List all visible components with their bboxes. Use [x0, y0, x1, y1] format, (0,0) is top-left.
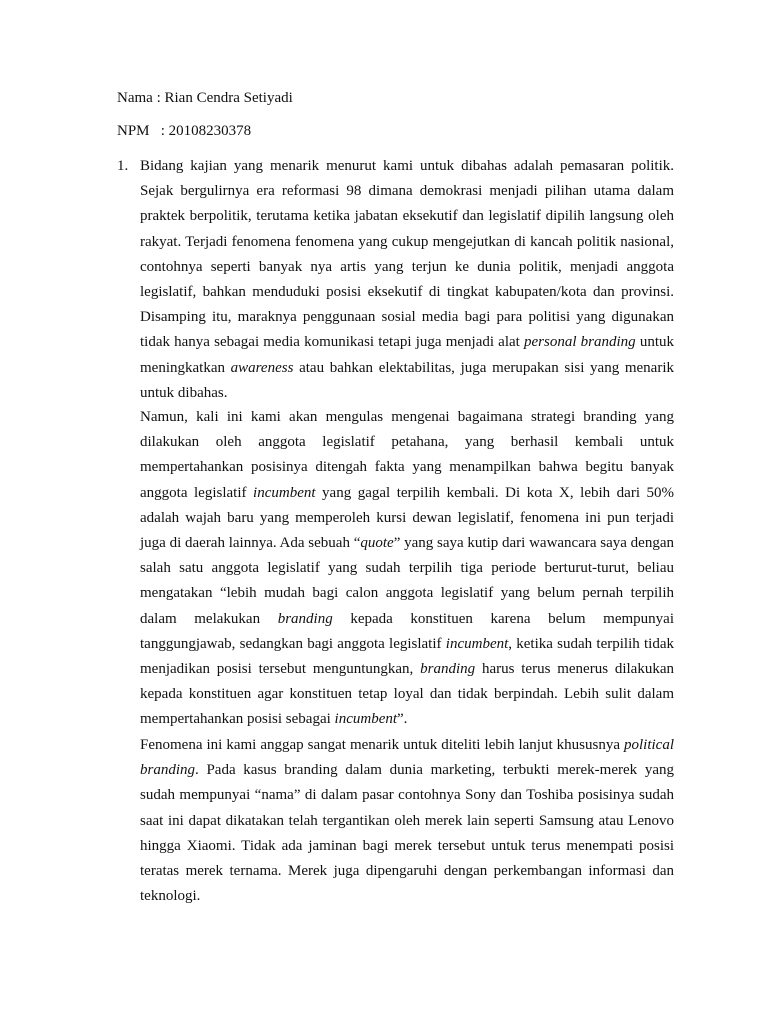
italic-term: incumbent: [253, 484, 316, 501]
list-number: 1.: [117, 158, 129, 174]
text-segment: Bidang kajian yang menarik menurut kami untuk dibahas adalah pemasaran politik. Sejak bergulirnya era reformasi 98 dimana demokrasi menjadi pilihan utama dalam praktek berpolitik, terutama ketika jabatan eksekutif dan legislatif dipilih langsung oleh rakyat. Terjadi fenomena fenomena yang cukup mengejutkan di kancah politik nasional, contohnya seperti banyak nya artis yang terjun ke dunia politik, menjadi anggota legislatif, bahkan menduduki posisi eksekutif di tingkat kabupaten/kota dan provinsi. Disamping itu, maraknya penggunaan sosial media bagi para politisi yang digunakan tidak hanya sebagai media komunikasi tetapi juga menjadi alat: [140, 158, 674, 351]
text-segment: harus terus menerus dilakukan kepada konstituen agar konstituen tetap loyal dan tidak berpindah. Lebih sulit dalam mempertahankan posisi sebagai: [140, 661, 674, 728]
italic-term: branding: [277, 610, 333, 627]
paragraph-1: [140, 154, 674, 406]
italic-term: political branding: [140, 737, 674, 779]
italic-term: incumbent: [334, 711, 398, 728]
italic-term: personal branding: [524, 334, 636, 351]
italic-term: branding: [420, 661, 476, 678]
student-npm-line: NPM : 20108230378: [117, 123, 252, 139]
italic-term: awareness: [230, 359, 294, 376]
italic-term: incumbent: [445, 635, 509, 652]
text-segment: atau bahkan elektabilitas, juga merupakan sisi yang menarik untuk dibahas.: [140, 359, 674, 401]
text-segment: . Pada kasus branding dalam dunia marketing, terbukti merek-merek yang sudah mempunyai “nama” di dalam pasar contohnya Sony dan Toshiba posisinya sudah saat ini dapat dikatakan telah tergantikan oleh merek lain seperti Samsung atau Lenovo hingga Xiaomi. Tidak ada jaminan bagi merek tersebut untuk terus menempati posisi teratas merek ternama. Merek juga dipengaruhi dengan perkembangan informasi dan teknologi.: [140, 762, 674, 905]
paragraph-2: [140, 405, 674, 733]
text-segment: Namun, kali ini kami akan mengulas mengenai bagaimana strategi branding yang dilakukan oleh anggota legislatif petahana, yang berhasil kembali untuk mempertahankan posisinya ditengah fakta yang menampilkan bahwa begitu banyak anggota legislatif: [140, 409, 674, 501]
text-segment: Fenomena ini kami anggap sangat menarik untuk diteliti lebih lanjut khususnya: [140, 737, 624, 753]
text-segment: yang gagal terpilih kembali. Di kota X, lebih dari 50% adalah wajah baru yang memperoleh kursi dewan legislatif, fenomena ini pun terjadi juga di daerah lainnya. Ada sebuah “: [140, 484, 675, 552]
text-segment: , ketika sudah terpilih tidak menjadikan posisi tersebut menguntungkan,: [140, 635, 674, 678]
text-segment: untuk meningkatkan: [140, 334, 674, 376]
student-name-line: Nama : Rian Cendra Setiyadi: [117, 90, 293, 106]
paragraph-3: [140, 733, 674, 909]
text-segment: ” yang saya kutip dari wawancara saya dengan salah satu anggota legislatif yang sudah terpilih tiga periode berturut-turut, beliau mengatakan “lebih mudah bagi calon anggota legislatif yang belum pernah terpilih dalam melakukan: [140, 535, 674, 627]
italic-term: quote: [360, 535, 394, 552]
text-segment: ”.: [397, 711, 408, 728]
text-segment: kepada konstituen karena belum mempunyai tanggungjawab, sedangkan bagi anggota legislatif: [140, 610, 674, 652]
